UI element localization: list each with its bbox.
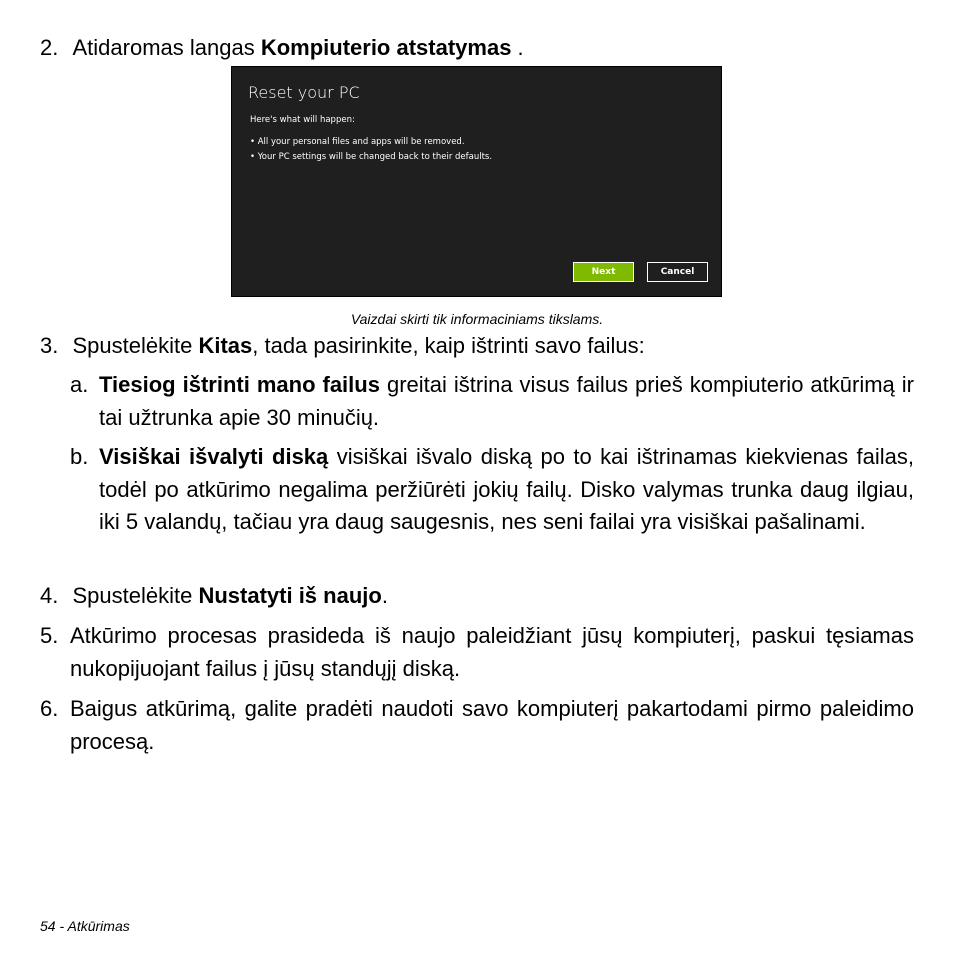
dialog-bullet: • Your PC settings will be changed back to their defaults. xyxy=(250,152,493,162)
step-text: Spustelėkite xyxy=(72,583,199,608)
dialog-subtitle: Here's what will happen: xyxy=(250,115,355,125)
step-5-text: Atkūrimo procesas prasideda iš naujo paleidžiant jūsų kompiuterį, paskui tęsiamas nukopijuojant failus į jūsų standųjį diską. xyxy=(70,623,914,681)
reset-pc-screenshot xyxy=(231,66,722,297)
dialog-title: Reset your PC xyxy=(248,83,360,102)
next-button[interactable]: Next xyxy=(573,262,634,282)
step-bold: Kitas xyxy=(198,333,253,358)
image-caption: Vaizdai skirti tik informaciniams tikslams. xyxy=(350,311,604,327)
option-b-title: Visiškai išvalyti diską xyxy=(99,444,329,469)
step-bold: Nustatyti iš naujo xyxy=(198,583,382,608)
step-text: Atidaromas langas xyxy=(72,35,261,60)
step-5-number: 5. xyxy=(40,623,59,648)
option-a-title: Tiesiog ištrinti mano failus xyxy=(99,372,380,397)
step-number: 4. xyxy=(40,583,59,608)
option-a xyxy=(99,369,914,434)
option-b-letter: b. xyxy=(70,444,89,469)
step-number: 2. xyxy=(40,35,59,60)
option-b xyxy=(99,441,914,539)
step-6-text: Baigus atkūrimą, galite pradėti naudoti savo kompiuterį pakartodami pirmo paleidimo procesą. xyxy=(70,696,914,754)
option-a-text: greitai ištrina visus failus prieš kompiuterio atkūrimą ir tai užtrunka apie 30 minučių. xyxy=(99,372,914,430)
step-tail: , tada pasirinkite, kaip ištrinti savo failus: xyxy=(252,333,645,358)
cancel-button[interactable]: Cancel xyxy=(647,262,708,282)
step-tail: . xyxy=(511,35,524,60)
step-text: Spustelėkite xyxy=(72,333,199,358)
option-b-text: visiškai išvalo diską po to kai ištrinamas kiekvienas failas, todėl po atkūrimo negalima peržiūrėti jokių failų. Disko valymas trunka daug ilgiau, iki 5 valandų, tačiau yra daug saugesnis, nes seni failai yra visiškai pašalinami. xyxy=(99,444,915,534)
page-footer: 54 - Atkūrimas xyxy=(40,918,130,934)
step-tail: . xyxy=(381,583,388,608)
step-2 xyxy=(40,32,524,64)
step-4 xyxy=(40,580,388,612)
step-3 xyxy=(40,330,645,362)
step-6-number: 6. xyxy=(40,696,59,721)
option-a-letter: a. xyxy=(70,372,89,397)
step-number: 3. xyxy=(40,333,59,358)
dialog-bullet: • All your personal files and apps will be removed. xyxy=(250,137,465,147)
step-bold: Kompiuterio atstatymas xyxy=(260,35,512,60)
